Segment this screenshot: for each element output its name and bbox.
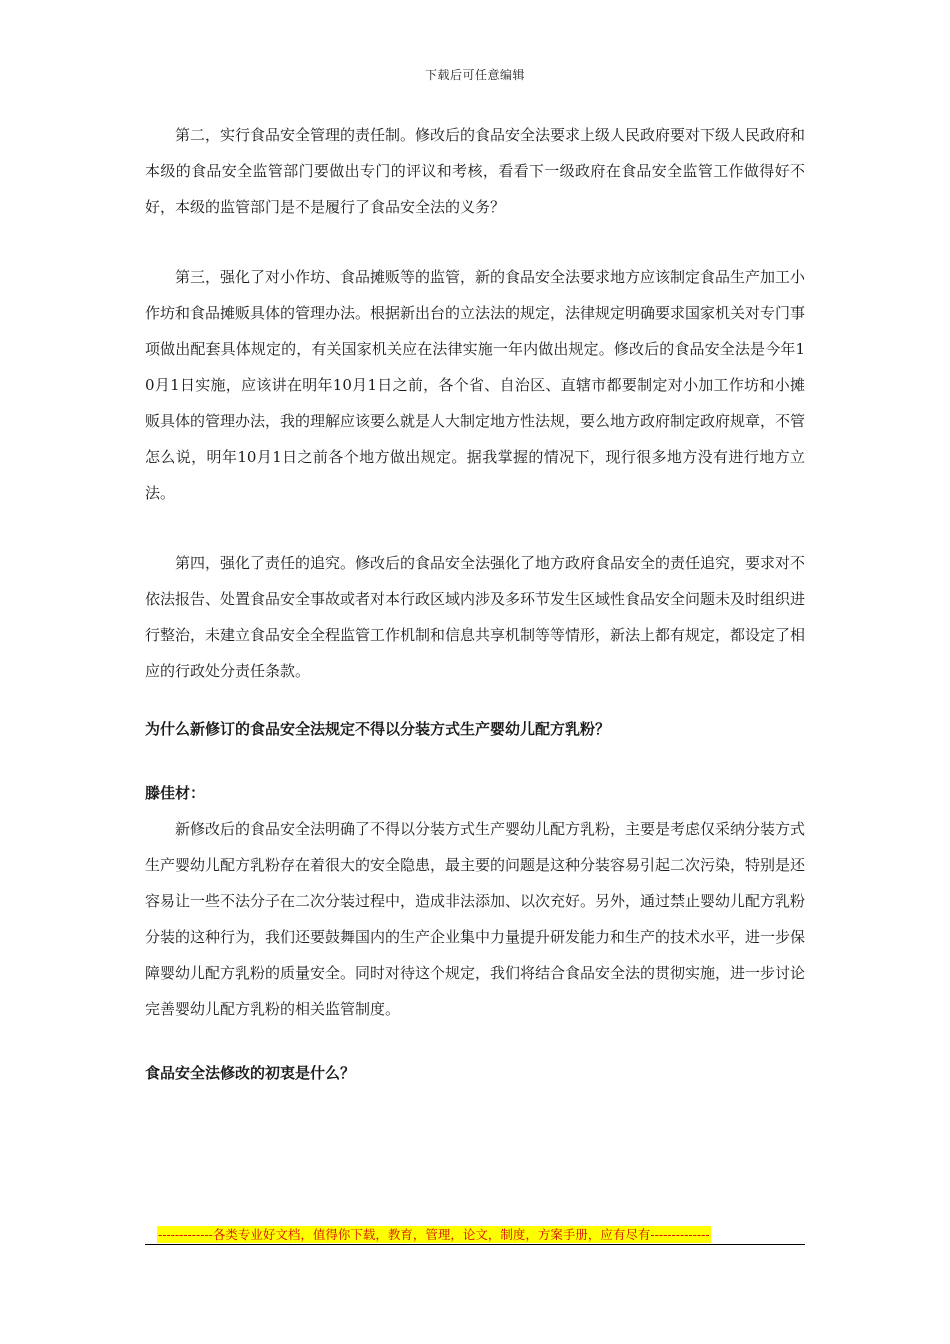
footer-banner (145, 1225, 805, 1245)
paragraph-third: 第三，强化了对小作坊、食品摊贩等的监管，新的食品安全法要求地方应该制定食品生产加工小作坊和食品摊贩具体的管理办法。根据新出台的立法法的规定，法律规定明确要求国家机关对专门事项做出配套具体规定的，有关国家机关应在法律实施一年内做出规定。修改后的食品安全法是今年10月1日实施，应该讲在明年10月1日之前，各个省、自治区、直辖市都要制定对小加工作坊和小摊贩具体的管理办法，我的理解应该要么就是人大制定地方性法规，要么地方政府制定政府规章，不管怎么说，明年10月1日之前各个地方做出规定。据我掌握的情况下，现行很多地方没有进行地方立法。 (145, 268, 806, 502)
paragraph-fourth: 第四，强化了责任的追究。修改后的食品安全法强化了地方政府食品安全的责任追究，要求对不依法报告、处置食品安全事故或者对本行政区域内涉及多环节发生区域性食品安全问题未及时组织进行整治，未建立食品安全全程监管工作机制和信息共享机制等等情形，新法上都有规定，都设定了相应的行政处分责任条款。 (145, 554, 806, 680)
speaker-name: 滕佳材： (145, 784, 206, 802)
footer-banner-text: -------------各类专业好文档，值得你下载，教育，管理，论文，制度，方案手册，应有尽有-------------- (158, 1227, 710, 1242)
page-header: 下载后可任意编辑 (424, 68, 525, 82)
question-heading-formula-milk: 为什么新修订的食品安全法规定不得以分装方式生产婴幼儿配方乳粉？ (145, 720, 611, 738)
question-heading-intent: 食品安全法修改的初衷是什么？ (145, 1064, 356, 1082)
answer-paragraph: 新修改后的食品安全法明确了不得以分装方式生产婴幼儿配方乳粉，主要是考虑仅采纳分装方式生产婴幼儿配方乳粉存在着很大的安全隐患，最主要的问题是这种分装容易引起二次污染，特别是还容易让一些不法分子在二次分装过程中，造成非法添加、以次充好。另外，通过禁止婴幼儿配方乳粉分装的这种行为，我们还要鼓舞国内的生产企业集中力量提升研发能力和生产的技术水平，进一步保障婴幼儿配方乳粉的质量安全。同时对待这个规定，我们将结合食品安全法的贯彻实施，进一步讨论完善婴幼儿配方乳粉的相关监管制度。 (145, 820, 806, 1018)
document-body (145, 117, 805, 1091)
paragraph-second: 第二，实行食品安全管理的责任制。修改后的食品安全法要求上级人民政府要对下级人民政府和本级的食品安全监管部门要做出专门的评议和考核，看看下一级政府在食品安全监管工作做得好不好，本级的监管部门是不是履行了食品安全法的义务？ (145, 126, 806, 216)
